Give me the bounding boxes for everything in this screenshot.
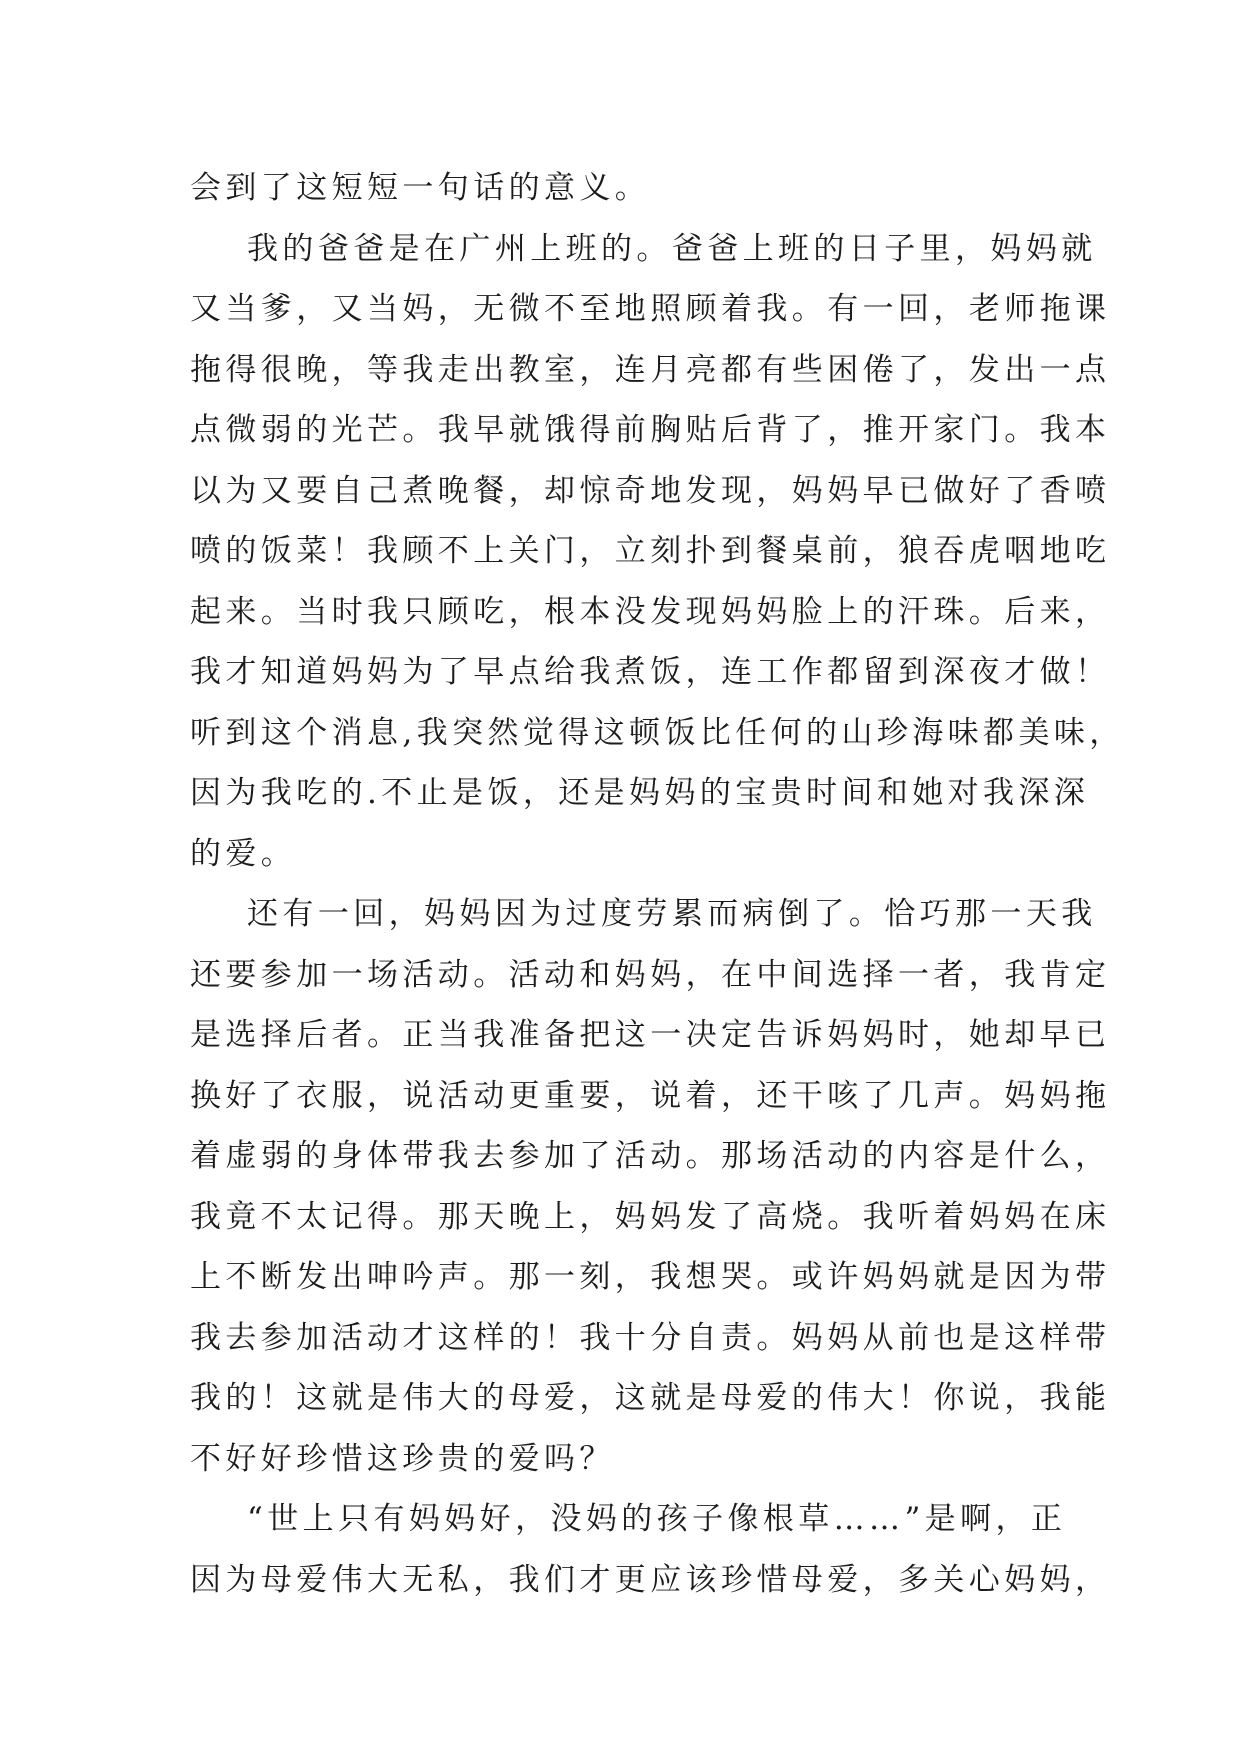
text-line: 的爱。 xyxy=(190,835,297,872)
text-line: 不好好珍惜这珍贵的爱吗？ xyxy=(190,1440,615,1477)
text-line: 我的！这就是伟大的母爱，这就是母爱的伟大！你说，我能 xyxy=(190,1380,1111,1416)
text-line: 我去参加活动才这样的！我十分自责。妈妈从前也是这样带 xyxy=(190,1319,1111,1356)
text-line: 起来。当时我只顾吃，根本没发现妈妈脸上的汗珠。后来， xyxy=(190,593,1111,630)
text-line: 着虚弱的身体带我去参加了活动。那场活动的内容是什么， xyxy=(190,1138,1111,1174)
text-line: 换好了衣服，说活动更重要，说着，还干咳了几声。妈妈拖 xyxy=(190,1077,1111,1114)
text-line: 上不断发出呻吟声。那一刻，我想哭。或许妈妈就是因为带 xyxy=(190,1259,1111,1295)
text-line: 喷的饭菜！我顾不上关门，立刻扑到餐桌前，狼吞虎咽地吃 xyxy=(190,533,1111,569)
text-line: 我竟不太记得。那天晚上，妈妈发了高烧。我听着妈妈在床 xyxy=(190,1198,1111,1235)
text-line: 我才知道妈妈为了早点给我煮饭，连工作都留到深夜才做！ xyxy=(190,654,1111,690)
text-line: 点微弱的光芒。我早就饿得前胸贴后背了，推开家门。我本 xyxy=(190,412,1111,448)
text-line: 是选择后者。正当我准备把这一决定告诉妈妈时，她却早已 xyxy=(190,1017,1111,1053)
text-line: 会到了这短短一句话的意义。 xyxy=(190,170,651,206)
text-line: 我的爸爸是在广州上班的。爸爸上班的日子里，妈妈就 xyxy=(190,230,1097,267)
text-line: 拖得很晚，等我走出教室，连月亮都有些困倦了，发出一点 xyxy=(190,351,1111,388)
document-body xyxy=(190,158,1125,1610)
text-line: 因为母爱伟大无私，我们才更应该珍惜母爱，多关心妈妈， xyxy=(190,1561,1111,1598)
text-line: 以为又要自己煮晚餐，却惊奇地发现，妈妈早已做好了香喷 xyxy=(190,472,1111,509)
text-line: 还有一回，妈妈因为过度劳累而病倒了。恰巧那一天我 xyxy=(190,896,1097,932)
text-line: 又当爹，又当妈，无微不至地照顾着我。有一回，老师拖课 xyxy=(190,291,1111,327)
text-line: 还要参加一场活动。活动和妈妈，在中间选择一者，我肯定 xyxy=(190,956,1111,993)
text-line: 因为我吃的.不止是饭，还是妈妈的宝贵时间和她对我深深 xyxy=(190,775,1090,811)
text-line: “世上只有妈妈好，没妈的孩子像根草……”是啊，正 xyxy=(190,1501,1067,1537)
text-line: 听到这个消息,我突然觉得这顿饭比任何的山珍海味都美味， xyxy=(190,714,1125,751)
